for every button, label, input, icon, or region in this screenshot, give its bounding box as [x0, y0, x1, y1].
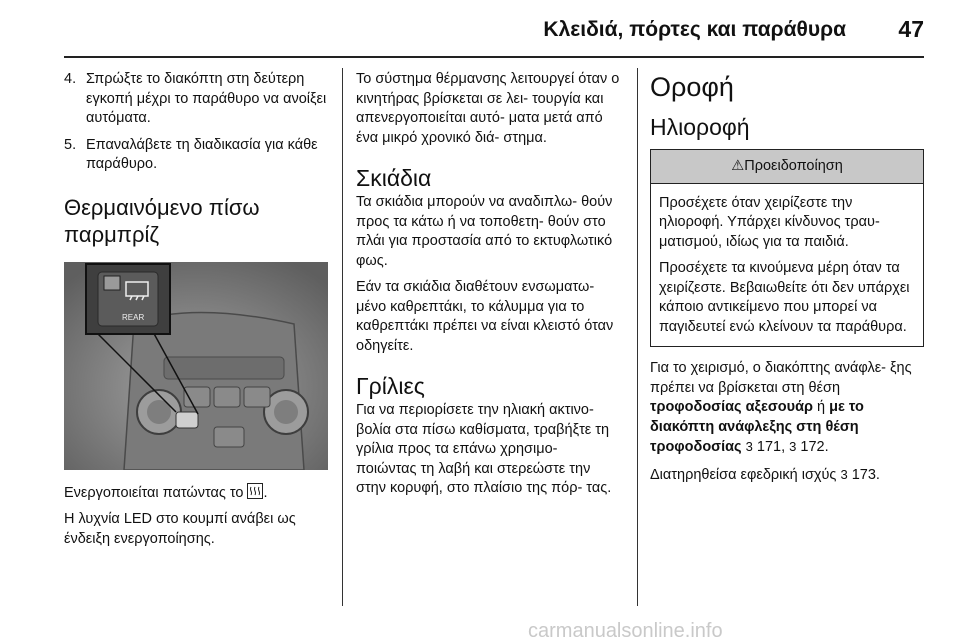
section-heading-heated-rear-window: Θερμαινόμενο πίσω παρμπρίζ [64, 194, 260, 247]
page-ref-171[interactable]: 171, [756, 439, 786, 455]
step-text: Σπρώξτε το διακόπτη στη δεύτερη εγκοπή μέχρι το παράθυρο να ανοίξει αυτόματα. [86, 71, 327, 126]
retained-power-paragraph [650, 465, 924, 486]
page-ref-172[interactable]: 172. [800, 439, 829, 455]
warning-triangle-icon: ⚠ [731, 158, 745, 174]
warning-paragraph-1: Προσέχετε όταν χειρίζεστε την ηλιοροφή. Υπάρχει κίνδυνος τραυ- ματισμού, ιδίως για τα παιδιά. [659, 194, 880, 250]
section-heading-blinds: Γρίλιες [356, 373, 425, 399]
operation-text: Για το χειρισμό, ο διακόπτης ανάφλε- ξης πρέπει να βρίσκεται στη θέση [650, 360, 912, 396]
sun-visors-paragraph-2: Εάν τα σκιάδια διαθέτουν ενσωματω- μένο καθρεπτάκι, το κάλυμμα για το καθρεπτάκι πρέπει να είναι κλειστό όταν οδηγείτε. [356, 279, 614, 354]
page-ref-173[interactable]: 173. [851, 466, 880, 483]
step-item [64, 70, 328, 129]
rear-defrost-icon [247, 483, 263, 499]
column-divider-left [342, 68, 343, 606]
column-1 [64, 70, 328, 556]
column-2 [356, 70, 622, 506]
step-item [64, 136, 328, 175]
accessory-power-term: τροφοδοσίας αξεσουάρ [650, 399, 813, 415]
column-3 [650, 70, 924, 492]
warning-body [651, 184, 923, 347]
blinds-paragraph: Για να περιορίσετε την ηλιακή ακτινο- βολία στα πίσω καθίσματα, τραβήξτε τη γρίλια προς τα επάνω χρησιμο- ποιώντας τη λαβή και στερεώστε την στην κορυφή, στο πλαίσιο της πόρ- τας. [356, 402, 612, 496]
page-ref-arrow-icon: 3 [789, 439, 797, 454]
ignition-on-term: με το διακόπτη ανάφλεξης στη θέση τροφοδοσίας [650, 399, 864, 455]
section-heading-sun-visors: Σκιάδια [356, 165, 432, 191]
rear-button-label: REAR [122, 312, 145, 322]
page-number: 47 [898, 16, 924, 42]
warning-paragraph-2: Προσέχετε τα κινούμενα μέρη όταν τα χειρίζεστε. Βεβαιωθείτε ότι δεν υπάρχει κάποιο αντικείμενο που μπορεί να παγιδευτεί ενώ κλείνουν τα παράθυρα. [659, 260, 910, 335]
watermark: carmanualsonline.info [528, 620, 723, 642]
heating-system-paragraph: Το σύστημα θέρμανσης λειτουργεί όταν ο κινητήρας βρίσκεται σε λει- τουργία και απενεργοποιείται αυτό- ματα μετά από ένα μικρό χρονικό διά- στημα. [356, 71, 620, 146]
column-divider-right [637, 68, 638, 606]
led-paragraph: Η λυχνία LED στο κουμπί ανάβει ως ένδειξη ενεργοποίησης. [64, 511, 296, 547]
step-text: Επαναλάβετε τη διαδικασία για κάθε παράθυρο. [86, 136, 318, 172]
step-number: 5. [64, 136, 77, 153]
section-heading-sunroof: Ηλιοροφή [650, 114, 750, 140]
header-rule [64, 56, 924, 58]
activation-paragraph [64, 483, 328, 504]
page-header-title: Κλειδιά, πόρτες και παράθυρα [543, 18, 846, 41]
dashboard-photo [64, 262, 328, 470]
warning-header [651, 150, 923, 184]
operation-paragraph [650, 359, 924, 458]
page-ref-arrow-icon: 3 [840, 466, 848, 482]
section-heading-roof: Οροφή [650, 72, 734, 102]
activation-text-end: . [263, 484, 268, 501]
page-ref-arrow-icon: 3 [745, 439, 753, 454]
operation-or: ή [817, 399, 826, 415]
step-number: 4. [64, 71, 77, 87]
activation-text: Ενεργοποιείται πατώντας το [64, 484, 244, 501]
steps-list [64, 70, 328, 175]
warning-box [650, 149, 924, 347]
sun-visors-paragraph-1: Τα σκιάδια μπορούν να αναδιπλω- θούν προς τα κάτω ή να τοποθετη- θούν στο πλάι για προστασία από το εκτυφλωτικό φως. [356, 194, 613, 269]
retained-power-text: Διατηρηθείσα εφεδρική ισχύς [650, 466, 837, 483]
dashboard-illustration [64, 262, 328, 470]
warning-title: Προειδοποίηση [744, 158, 843, 174]
